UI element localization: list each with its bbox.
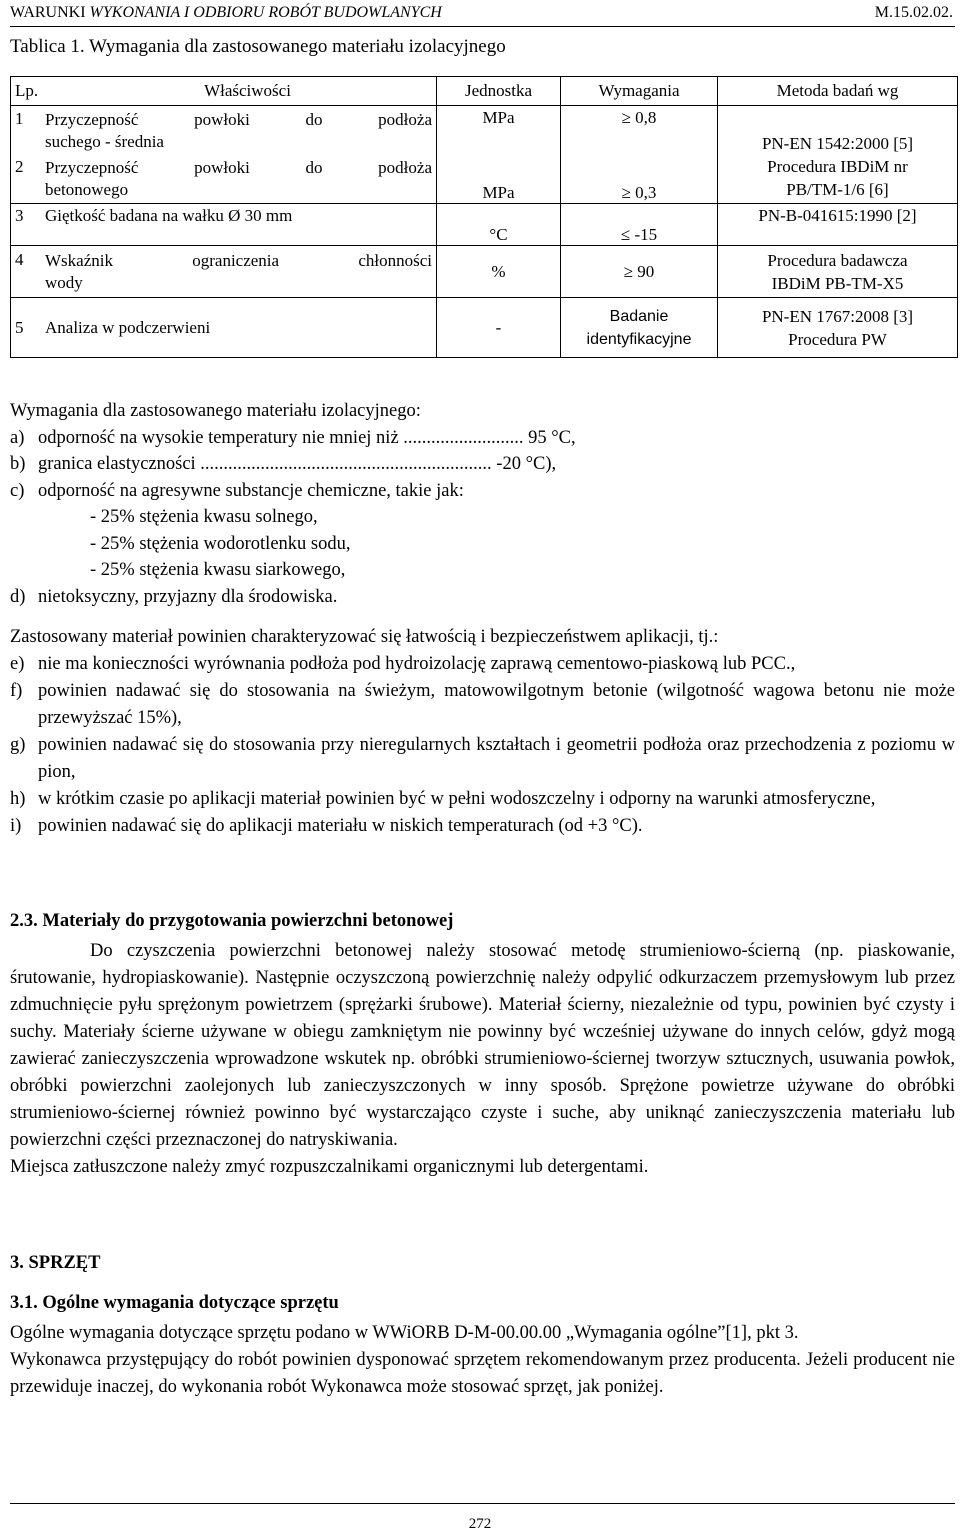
list-item: i) powinien nadawać się do aplikacji materiału w niskich temperaturach (od +3 °C).: [10, 816, 643, 836]
table-row: 4 Wskaźnik ograniczenia chłonności wody % ≥ 90 Procedura badawcza IBDiM PB-TM-X5: [11, 246, 958, 298]
list-item: h) w krótkim czasie po aplikacji materiał powinien być w pełni wodoszczelny i odporny na warunki atmosferyczne,: [10, 789, 876, 809]
list-item: e) nie ma konieczności wyrównania podłoża pod hydroizolację zaprawą cementowo-piaskową lub PCC.,: [10, 654, 796, 674]
page-header: [10, 2, 955, 24]
application-section: Zastosowany materiał powinien charakteryzować się łatwością i bezpieczeństwem aplikacji, tj.: e) nie ma konieczności wyrównania podłoża pod hydroizolację zaprawą cementowo-piaskową lub PCC., f) powinien nadawać się do stosowania na świeżym, matowowilgotnym betonie (wilgotność wagowa betonu nie może przewyższać 15%), g) powinien nadawać się do stosowania przy nieregularnych kształtach i geometrii podłoża oraz przechodzenia z poziomu w pion, h) w krótkim czasie po aplikacji materiał powinien być w pełni wodoszczelny i odporny na warunki atmosferyczne, i) powinien nadawać się do aplikacji materiału w niskich temperaturach (od +3 °C).: [10, 624, 955, 840]
list-item: c) odporność na agresywne substancje chemiczne, takie jak:: [10, 480, 464, 501]
list-item: g) powinien nadawać się do stosowania przy nieregularnych kształtach i geometrii podłoża oraz przechodzenia z poziomu w pion,: [10, 735, 955, 782]
list-item: f) powinien nadawać się do stosowania na świeżym, matowowilgotnym betonie (wilgotność wagowa betonu nie może przewyższać 15%),: [10, 681, 955, 728]
col-header-method: Metoda badań wg: [718, 77, 958, 106]
table-row: 3 Giętkość badana na wałku Ø 30 mm °C ≤ -15 PN-B-041615:1990 [2]: [11, 204, 958, 246]
list-item: b) granica elastyczności ............................................................... -20 °C),: [10, 454, 557, 474]
footer-divider: [10, 1503, 955, 1504]
table-row: 1 Przyczepność powłoki do podłoża suchego - średnia MPa ≥ 0,8 PN-EN 1542:2000 [5] Procedura IBDiM nr PB/TM-1/6 [6]: [11, 106, 958, 156]
section-heading: 3. SPRZĘT: [10, 1253, 101, 1273]
list-item: a) odporność na wysokie temperatury nie mniej niż .......................... 95 °C,: [10, 427, 576, 448]
page-number: 272: [468, 1516, 492, 1532]
header-code: M.15.02.02.: [874, 4, 953, 21]
col-header-property: Właściwości: [204, 81, 291, 100]
header-title: WARUNKI WYKONANIA I ODBIORU ROBÓT BUDOWLANYCH: [10, 4, 442, 21]
section-heading: 2.3. Materiały do przygotowania powierzchni betonowej: [10, 911, 454, 931]
table-row: 2 Przyczepność powłoki do podłoża betonowego MPa ≥ 0,3: [11, 156, 958, 204]
requirements-table: [10, 76, 958, 358]
method-cell-rows-1-2: PN-EN 1542:2000 [5] Procedura IBDiM nr PB/TM-1/6 [6]: [718, 106, 958, 204]
subsection-heading: 3.1. Ogólne wymagania dotyczące sprzętu: [10, 1293, 339, 1313]
col-header-requirement: Wymagania: [561, 77, 718, 106]
col-header-unit: Jednostka: [437, 77, 561, 106]
section-3: 3. SPRZĘT 3.1. Ogólne wymagania dotyczące sprzętu Ogólne wymagania dotyczące sprzętu podano w WWiORB D-M-00.00.00 „Wymagania ogólne”[1], pkt 3. Wykonawca przystępujący do robót powinien dysponować sprzętem rekomendowanym przez producenta. Jeżeli producent nie przewiduje inaczej, do wykonania robót Wykonawca może stosować sprzęt, jak poniżej.: [10, 1250, 955, 1401]
col-header-lp: Lp.: [15, 81, 39, 100]
requirements-section: Wymagania dla zastosowanego materiału izolacyjnego: a) odporność na wysokie temperatury nie mniej niż .......................... 95 °C, b) granica elastyczności ............................................................... -20 °C), c) odporność na agresywne substancje chemiczne, takie jak: - 25% stężenia kwasu solnego, - 25% stężenia wodorotlenku sodu, - 25% stężenia kwasu siarkowego, d) nietoksyczny, przyjazny dla środowiska.: [10, 398, 955, 610]
section-2-3: 2.3. Materiały do przygotowania powierzchni betonowej Do czyszczenia powierzchni betonowej należy stosować metodę strumieniowo-ścierną (np. piaskowanie, śrutowanie, hydropiaskowanie). Następnie oczyszczoną powierzchnię należy odpylić odkurzaczem przemysłowym lub przez zdmuchnięcie pyłu sprężonym powietrzem (sprężarki śrubowe). Materiał ścierny, niezależnie od typu, powinien być czysty i suchy. Materiały ścierne używane w obiegu zamkniętym nie powinny być wcześniej używane do innych celów, gdyż mogą zawierać zanieczyszczenia wprowadzone wskutek np. obróbki strumieniowo-ściernej tworzyw sztucznych, usuwania powłok, obróbki powierzchni zaolejonych lub zanieczyszczonych w inny sposób. Sprężone powietrze używane do obróbki strumieniowo-ściernej również powinno być wystarczająco czyste i suche, aby uniknąć zanieczyszczenia materiału lub powierzchni części przeznaczonej do natryskiwania. Miejsca zatłuszczone należy zmyć rozpuszczalnikami organicznymi lub detergentami.: [10, 908, 955, 1181]
table-row: 5 Analiza w podczerwieni - Badanie identyfikacyjne PN-EN 1767:2008 [3] Procedura PW: [11, 298, 958, 358]
table-header-row: [11, 77, 958, 106]
header-divider: [10, 26, 955, 27]
table-caption: Tablica 1. Wymagania dla zastosowanego materiału izolacyjnego: [10, 36, 506, 57]
list-item: d) nietoksyczny, przyjazny dla środowiska.: [10, 586, 338, 607]
